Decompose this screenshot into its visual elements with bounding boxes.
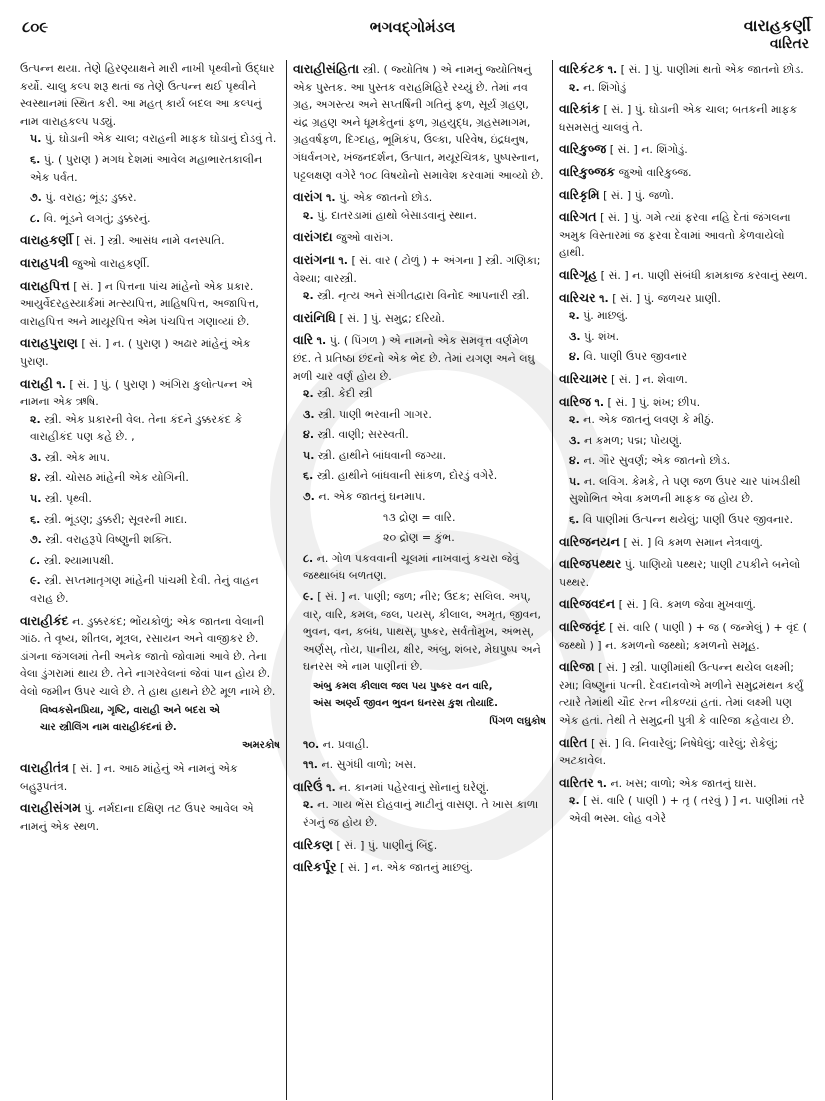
headword: વારાહકર્ણી	[20, 232, 73, 248]
sense	[559, 348, 812, 366]
sense-text: [ સં. ] પું. પાણીમાં થતો એક જાતનો છોડ.	[620, 63, 804, 76]
sense-number: ૨.	[30, 412, 41, 426]
sense-number: ૪.	[30, 471, 41, 485]
sense-text: સ્ત્રી. ( જ્યોતિષ ) એ નામનું જ્યોતિષનું એક પુસ્તક. આ પુસ્તક વરાહમિહિરે રચ્યું છે. તેમાં નવ ગ્રહ, અગસ્ત્ય અને સપ્તર્ષિની ગતિનું ફળ, સૂર્ય ગ્રહણ, ચંદ્ર ગ્રહણ અને ધૂમકેતુનાં ફળ, ગ્રહયુદ્ધ, ગ્રહસમાગમ, ગ્રહવર્ષફળ, દિગ્દાહ, ભૂમિકંપ, ઉલ્કા, પરિવેષ, ઇંદ્રધનુષ, ગંધર્વનગર, ખંજનદર્શન, ઉત્પાત, મયૂરચિત્રક, પુષ્પસ્નાન, પટ્ટલક્ષણ વગેરે ૧૦૮ વિષયોનો સમાવેશ કરવામાં આવ્યો છે.	[293, 63, 544, 182]
headword: વારિકણ	[293, 836, 333, 852]
sense-number: ૮.	[303, 551, 314, 565]
quotation-line: ચાર સ્ત્રીલિંગ નામ વારાહીકંદનાં છે.	[40, 721, 177, 733]
sense-number: ૧.	[326, 191, 336, 205]
sense-text: [ સં. ] ન. શેવાળ.	[611, 372, 688, 386]
headword: વારાંનિધિ	[293, 309, 336, 325]
sense-text: [ સં. વાર ( ટોળું ) + અંગના ] સ્ત્રી. ગણિકા; વેશ્યા; વારસ્ત્રી.	[293, 253, 541, 285]
sense-text: પું. ઘોડાની એક ચાલ; વરાહની માફક ઘોડાનું દોડવું તે.	[44, 132, 277, 146]
sense-number: ૨.	[569, 794, 580, 808]
sense-text: સ્ત્રી. વાણી; સરસ્વતી.	[317, 428, 409, 442]
sense	[20, 511, 280, 529]
dictionary-entry	[559, 734, 812, 770]
sense	[293, 529, 546, 547]
sense	[559, 511, 812, 529]
headword: વારિત	[559, 734, 588, 750]
dictionary-entry	[559, 774, 812, 828]
sense	[559, 452, 812, 470]
sense-number: ૮.	[30, 553, 41, 567]
sense-text: [ સં. વારિ ( પાણી ) + જ ( જન્મેલું ) + વૃંદ ( જથ્થો ) ] ન. કમળનો જથ્થો; કમળનો સમૂહ.	[559, 621, 807, 652]
sense-number: ૫.	[30, 132, 42, 146]
headword: વારિગૃહ	[559, 266, 598, 282]
headword: વારાહી	[20, 375, 53, 391]
dictionary-entry	[559, 595, 812, 614]
dictionary-entry	[20, 759, 280, 795]
headword: વારિકર્પૂર	[293, 859, 337, 875]
book-title: ભગવદ્ગોમંડલ	[369, 18, 456, 36]
sense	[293, 385, 546, 403]
sense-number: ૨.	[303, 289, 314, 303]
quotation-source: અમરકોષ	[242, 739, 280, 751]
dictionary-entry	[20, 799, 280, 835]
headword: વારિજવદન	[559, 596, 616, 612]
sense-number: ૭.	[30, 191, 42, 205]
sense-number: ૨.	[569, 80, 580, 94]
dictionary-entry	[293, 60, 546, 184]
sense-text: ન. સુગંધી વાળો; ખસ.	[321, 758, 417, 772]
sense	[293, 426, 546, 444]
headword: વારાંગ	[293, 189, 323, 205]
sense-number: ૧.	[607, 63, 618, 76]
dictionary-entry	[293, 836, 546, 855]
sense-text: [ સં. ] સ્ત્રી. પાણીમાંથી ઉત્પન્ન થયેલ લક્ષ્મી; રમા; વિષ્ણુનાં પત્ની. દેવદાનવોએ મળીને સમુદ્રમંથન કર્યું ત્યારે તેમાંથી ચૌદ રત્ન નીકળ્યાં હતાં. તેમાં લક્ષ્મી પણ એક હતાં. તેથી તે સમુદ્રની પુત્રી કે વારિજા કહેવાય છે.	[559, 661, 804, 727]
sense-text: સ્ત્રી. ચોસઠ માંહેની એક યોગિની.	[44, 471, 189, 485]
quotation-line: અંસ અર્ણ્ય જીવન ભુવન ઘનરસ કુશ તોયાદિ.	[313, 698, 498, 709]
sense-text: ઉત્પન્ન થયા. તેણે હિરણ્યાક્ષને મારી નાખી પૃથ્વીનો ઉદ્ધાર કર્યો. ચાલુ કલ્પ શરૂ થતાં જ તેણે ઉત્પન્ન થઈ પૃથ્વીને સ્વસ્થાનમાં સ્થિત કરી. આ મહત્ કાર્ય બદલ આ કલ્પનું નામ વારાહકલ્પ પડ્યું.	[20, 62, 275, 128]
sense-text: સ્ત્રી. વરાહરૂપે વિષ્ણુની શક્તિ.	[45, 533, 173, 547]
sense	[559, 473, 812, 508]
sense-text: [ સં. ] વિ. કમળ જેવા મુખવાળું.	[618, 598, 756, 612]
sense-text: [ સં. ] પું. સમુદ્ર; દરિયો.	[339, 311, 445, 325]
sense-text: પું. વરાહ; ભૂંડ; ડુક્કર.	[45, 191, 137, 205]
sense-number: ૫.	[30, 492, 42, 506]
column-2	[286, 60, 552, 1100]
sense-text: [ સં. ] પું. પાણીનું બિંદુ.	[336, 838, 438, 852]
sense-text: [ સં. ] વિ. નિવારેલું; નિષેધેલું; વારેલું; રોકેલું; અટકાવેલ.	[559, 736, 779, 768]
sense-number: ૩.	[303, 407, 315, 421]
sense	[20, 151, 280, 186]
sense	[293, 406, 546, 424]
quotation-source: પિંગળ લઘુકોષ	[489, 716, 546, 727]
sense	[559, 307, 812, 325]
headword: વારિકુબ્જક	[559, 163, 616, 179]
headword: વારાહીકંદ	[20, 612, 69, 628]
sense-text: [ સં. ] ન. ( પુરાણ ) અઢાર માંહેનું એક પુરાણ.	[20, 337, 251, 368]
sense-number: ૭.	[30, 533, 42, 547]
sense-text: ન. એક જાતનું ઘનમાપ.	[318, 490, 426, 504]
headword: વારિજા	[559, 659, 595, 675]
sense-number: ૬.	[569, 513, 580, 527]
headword: વારાહપુરાણ	[20, 335, 78, 351]
sense-text: જુઓ વારાંગ.	[336, 231, 394, 245]
sense-text: સ્ત્રી. એક માપ.	[45, 450, 110, 464]
dictionary-entry	[559, 555, 812, 591]
formula-text: ૨૦ દ્રોણ = કુંભ.	[383, 531, 455, 545]
sense	[559, 79, 812, 97]
sense-text: પું. પાણિયો પથ્થર; પાણી ટપકીને બનેલો પથ્થર.	[559, 558, 801, 589]
sense-number: ૪.	[569, 454, 580, 468]
sense	[293, 756, 546, 774]
sense-text: પું. દાતરડામાં હાથો બેસાડવાનું સ્થાન.	[317, 208, 477, 222]
sense	[293, 796, 546, 831]
sense-text: ન કમળ; પદ્મ; પોયણું.	[584, 433, 683, 447]
dictionary-columns	[20, 60, 820, 1100]
sense	[559, 411, 812, 429]
sense	[20, 469, 280, 487]
sense-text: [ સં. ] ન પિત્તના પાંચ માંહેનો એક પ્રકાર. આયુર્વેદરહસ્યાર્કમાં મત્સ્યપિત્ત, માહિષપિત્ત, અજાપિત્ત, વારાહપિત્ત અને માયૂરપિત્ત એમ પંચપિત્ત ગણાવ્યાં છે.	[20, 279, 259, 328]
sense-text: પું. એક જાતનો છોડ.	[339, 191, 433, 205]
headword: વારિજપથ્થર	[559, 556, 622, 572]
sense	[559, 432, 812, 450]
sense	[20, 130, 280, 148]
sense-text: [ સં. ] પું. ( પુરાણ ) અંગિરા કુલોત્પન્ન એ નામના એક ઋષિ.	[20, 377, 253, 409]
headword: વારિચર	[559, 289, 596, 305]
dictionary-entry	[20, 60, 280, 227]
sense	[293, 736, 546, 754]
headword: વારાહપિત્ત	[20, 277, 70, 293]
sense-number: ૫.	[569, 474, 581, 488]
sense	[293, 207, 546, 225]
sense-number: ૨.	[303, 798, 314, 812]
sense-number: ૪.	[569, 350, 580, 364]
column-3	[552, 60, 818, 1100]
sense	[20, 411, 280, 446]
sense	[20, 449, 280, 467]
sense-text: ન. શિંગોડું	[583, 80, 627, 94]
sense-text: સ્ત્રી. નૃત્ય અને સંગીતદ્વારા વિનોદ આપનારી સ્ત્રી.	[317, 289, 530, 303]
sense-text: વિ. પાણી ઉપર જીવનાર	[583, 350, 688, 364]
dictionary-entry	[293, 251, 546, 305]
headword: વારાહીતંત્ર	[20, 760, 69, 776]
sense-text: પું. શંખ.	[584, 329, 620, 343]
dictionary-entry	[20, 231, 280, 250]
dictionary-entry	[559, 618, 812, 654]
sense-text: સ્ત્રી. પાણી ભરવાની ગાગર.	[318, 407, 432, 421]
sense-text: [ સં. ] ન. આઠ માંહેનું એ નામનું એક બહુરૂપતંત્ર.	[20, 762, 238, 793]
dictionary-entry	[20, 334, 280, 370]
headword: વારાહીસંગમ	[20, 800, 81, 816]
dictionary-entry	[293, 778, 546, 832]
sense-text: [ સં. ] સ્ત્રી. આસંધ નામે વનસ્પતિ.	[76, 234, 225, 248]
headword: વારિકૃમિ	[559, 186, 600, 202]
sense-text: સ્ત્રી. ભૂંડણ; ડુક્કરી; સૂવરની માદા.	[43, 512, 188, 526]
formula-text: ૧૩ દ્રોણ = વારિ.	[383, 510, 456, 524]
dictionary-entry	[20, 277, 280, 331]
sense-text: ન. કાનમાં પહેરવાનું સોનાનું ઘરેણું.	[339, 780, 490, 794]
headword: વારિકાંક	[559, 101, 600, 117]
dictionary-entry	[559, 100, 812, 136]
guide-word-first: વારાહકર્ણી	[743, 16, 811, 35]
dictionary-entry	[559, 163, 812, 182]
sense-text: ન. ગૌર સુવર્ણ; એક જાતનો છોડ.	[583, 454, 731, 468]
sense	[293, 488, 546, 506]
headword: વારિતર	[559, 774, 594, 790]
sense-text: સ્ત્રી. કેદી સ્ત્રી	[317, 387, 373, 401]
sense-text: વિ પાણીમાં ઉત્પન્ન થયેલું; પાણી ઉપર જીવનાર.	[582, 513, 794, 527]
sense-text: [ સં. ] ન. પાણી; જળ; નીર; ઉદક; સલિલ. અપ્, વાર્, વારિ, કમલ, જલ, પયસ્, કીલાલ, અમૃત, જીવન, ભુવન, વન, કબંધ, પાથસ્, પુષ્કર, સર્વતોમુખ, અંભસ્, અર્ણસ્, તોય, પાનીય, ક્ષીર, અંબુ, શંબર, મેઘપુષ્પ અને ઘનરસ એ નામ પાણીનાં છે.	[303, 590, 542, 674]
sense	[20, 531, 280, 549]
sense	[559, 792, 812, 827]
sense	[293, 550, 546, 585]
sense-number: ૭.	[303, 490, 315, 504]
headword: વારાંગદા	[293, 229, 333, 245]
sense-number: ૬.	[30, 152, 41, 166]
sense-number: ૪.	[303, 428, 314, 442]
sense	[559, 328, 812, 346]
page-number: ૮૦૯	[22, 18, 49, 36]
sense-text: ન. લવિંગ. કેમકે, તે પણ જળ ઉપર ચાર પાંખડીથી સુશોભિત એવા કમળની માફક જ હોય છે.	[569, 474, 801, 506]
sense-text: પું. ( પુરાણ ) મગધ દેશમાં આવેલ મહાભારતકાલીન એક પર્વત.	[30, 152, 263, 184]
sense-text: સ્ત્રી. હાથીને બાંધવાની જગ્યા.	[317, 448, 447, 462]
headword: વારિગત	[559, 209, 597, 225]
headword: વારાહીસંહિતા	[293, 61, 360, 76]
sense	[20, 490, 280, 508]
headword: વારિજ	[559, 393, 591, 409]
sense-text: વિ. ભૂંડને લગતું; ડુક્કરનું.	[43, 211, 151, 225]
headword: વારાહપત્રી	[20, 254, 69, 270]
sense-text: [ સં. વારિ ( પાણી ) + તૃ ( તરવું ) ] ન. પાણીમાં તરે એવી ભસ્મ. લોહ વગેરે	[569, 794, 805, 825]
sense	[20, 210, 280, 228]
dictionary-entry	[559, 658, 812, 729]
sense-number: ૩.	[569, 329, 581, 343]
sense	[293, 447, 546, 465]
headword: વારિજવૃંદ	[559, 619, 606, 635]
sense-text: ન. ગાય ભેંસ દોહવાનું માટીનું વાસણ. તે ખાસ કાળા રંગનું જ હોય છે.	[303, 798, 539, 829]
sense-text: [ સં. ] પું. જળો.	[603, 188, 674, 202]
sense	[293, 467, 546, 485]
sense-number: ૩.	[30, 450, 42, 464]
sense-text: સ્ત્રી. એક પ્રકારની વેલ. તેના કંદને ડુક્કરકંદ કે વારાહીકંદ પણ કહે છે. ,	[30, 412, 243, 444]
headword: વારિકંટક	[559, 61, 605, 76]
sense-number: ૨.	[569, 309, 580, 323]
sense-text: [ સં. ] પું. શંખ; છીપ.	[607, 395, 701, 409]
sense-number: ૨.	[303, 387, 314, 401]
sense-number: ૧.	[338, 253, 348, 267]
dictionary-entry	[20, 375, 280, 608]
sense-number: ૯.	[30, 574, 41, 588]
sense-text: પું. ( પિંગળ ) એ નામનો એક સમવૃત્ત વર્ણમેળ છંદ. તે પ્રતિષ્ઠા છંદનો એક ભેદ છે. તેમાં યગણ અને લઘુ મળી ચાર વર્ણ હોય છે.	[293, 334, 535, 383]
sense-number: ૮.	[30, 211, 41, 225]
sense-number: ૩.	[569, 433, 581, 447]
dictionary-entry	[559, 533, 812, 552]
page-header	[0, 0, 825, 50]
sense-number: ૧૧.	[303, 758, 318, 772]
dictionary-entry	[559, 370, 812, 389]
sense-text: જુઓ વારિકુબ્જ.	[618, 165, 692, 179]
sense	[20, 572, 280, 607]
headword: વારાંગના	[293, 251, 335, 267]
sense	[20, 189, 280, 207]
sense-number: ૧.	[316, 334, 327, 348]
sense-number: ૨.	[569, 413, 580, 427]
sense-text: ન. પ્રવાહી.	[322, 737, 370, 751]
sense-text: પું. માછલું.	[583, 309, 629, 323]
sense-text: [ સં. ] વિ કમળ સમાન નેત્રવાળું.	[623, 535, 763, 549]
sense-text: જુઓ વારાહકર્ણી.	[72, 256, 150, 270]
sense-text: સ્ત્રી. પૃથ્વી.	[44, 492, 92, 506]
sense-number: ૧.	[594, 395, 605, 409]
dictionary-entry	[293, 858, 546, 877]
dictionary-entry	[20, 254, 280, 273]
sense-number: ૬.	[30, 512, 41, 526]
sense-text: પું. નર્મદાના દક્ષિણ તટ ઉપર આવેલ એ નામનું એક સ્થળ.	[20, 802, 254, 833]
dictionary-entry	[293, 228, 546, 247]
sense-text: ન. ગોળ પકવવાની ચૂલમાં નાખવાનું કચરા જેવું જથ્થાબંધ બળતણ.	[303, 551, 519, 583]
sense-text: ન. ડુક્કરકંદ; ભોંયકોળું; એક જાતના વેલાની ગાંઠ. તે વૃષ્ય, શીતલ, મૂત્રલ, રસાયન અને વાજીકર છે. ડાંગના જંગલમાં તેની અનેક જાતો જોવામાં આવે છે. તેના વેલા ડુંગરામાં થાય છે. તેને નાગરવેલનાં જેવાં પાન હોય છે. વેલો જમીન ઉપર ચાલે છે. તે હાથ હાથને છેટે મૂળ નાખે છે.	[20, 614, 276, 698]
sense	[293, 509, 546, 527]
sense-text: [ સં. ] ન. પાણી સંબંધી કામકાજ કરવાનું સ્થળ.	[600, 268, 808, 282]
sense-number: ૧.	[56, 377, 66, 391]
dictionary-entry	[559, 140, 812, 159]
sense	[293, 287, 546, 305]
quotation-line: અંબુ કમલ કીલાલ જલ પય પુષ્કર વન વારિ,	[313, 681, 493, 692]
sense-number: ૫.	[303, 448, 315, 462]
sense-number: ૧.	[326, 780, 336, 794]
sense	[20, 552, 280, 570]
sense-number: ૯.	[303, 590, 314, 604]
sense-text: [ સં. ] પું. ઘોડાની એક ચાલ; બતકની માફક ધસમસતું ચાલવું તે.	[559, 103, 798, 134]
guide-word-last: વારિતર	[769, 36, 809, 52]
sense-text: સ્ત્રી. હાથીને બાંધવાની સાંકળ, દોરડું વગેરે.	[316, 469, 498, 483]
sense-text: [ સં. ] ન. એક જાતનું માછલું.	[340, 861, 473, 875]
sense	[293, 588, 546, 676]
sense-number: ૧.	[597, 776, 607, 790]
dictionary-entry	[559, 186, 812, 205]
dictionary-entry	[559, 266, 812, 285]
dictionary-entry	[559, 60, 812, 96]
headword: વારિચામર	[559, 370, 608, 386]
dictionary-entry	[559, 393, 812, 529]
sense-number: ૧૦.	[303, 737, 320, 751]
sense-number: ૨.	[303, 208, 314, 222]
column-1	[20, 60, 286, 1100]
headword: વારિ	[293, 332, 314, 348]
quotation-line: વિષ્વકસેનપ્રિયા, ગૃષ્ટિ, વારાહી અને બદરા એ	[40, 704, 220, 716]
sense-text: [ સં. ] પું. જળચર પ્રાણી.	[612, 291, 721, 305]
sense-text: [ સં. ] પું. ગમે ત્યાં ફરવા નહિ દેતાં જંગલના અમુક વિસ્તારમાં જ ફરવા દેવામાં આવતો કેળવાયેલો હાથી.	[559, 211, 791, 260]
dictionary-entry	[293, 309, 546, 328]
sense-text: સ્ત્રી. સપ્તમાતૃગણ માંહેની પાંચમી દેવી. તેનું વાહન વરાહ છે.	[30, 574, 259, 606]
sense-number: ૧.	[599, 291, 609, 305]
headword: વારિજનયન	[559, 533, 620, 549]
sense-text: સ્ત્રી. શ્યામાપક્ષી.	[43, 553, 114, 567]
dictionary-entry	[559, 289, 812, 366]
dictionary-entry	[559, 208, 812, 262]
sense-text: ન. ખસ; વાળો; એક જાતનું ઘાસ.	[610, 776, 757, 790]
sense-number: ૬.	[303, 469, 314, 483]
sense-text: ન. એક જાતનું લવણ કે મીઠું.	[583, 413, 715, 427]
sense-text: [ સં. ] ન. શિંગોડું.	[609, 143, 688, 157]
dictionary-entry	[293, 188, 546, 224]
dictionary-entry	[293, 331, 546, 773]
dictionary-entry	[20, 612, 280, 755]
headword: વારિકુબ્જ	[559, 141, 607, 157]
headword: વારિઉં	[293, 778, 323, 794]
